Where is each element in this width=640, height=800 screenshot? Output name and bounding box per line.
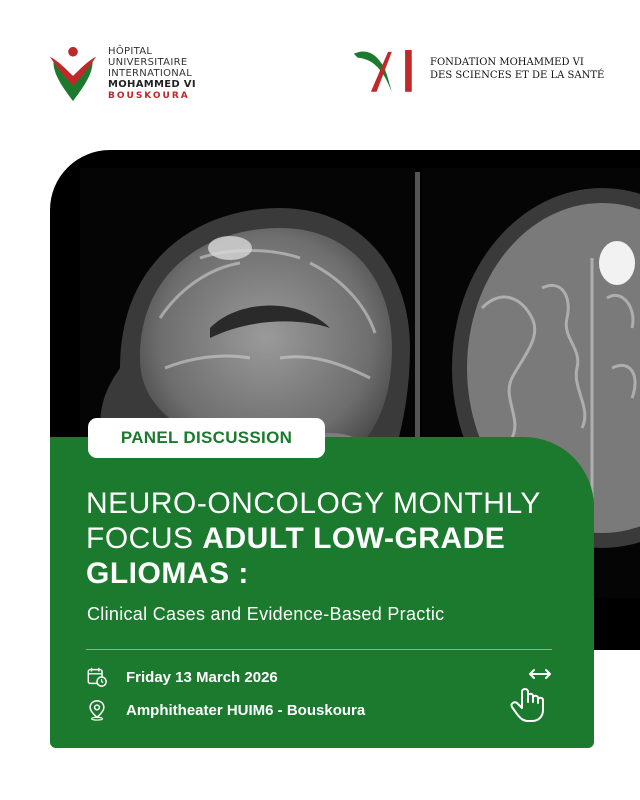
event-title-regular: NEURO-ONCOLOGY MONTHLY FOCUS — [86, 487, 541, 555]
swipe-hand-icon[interactable] — [508, 668, 556, 724]
foundation-logo — [350, 38, 610, 100]
foundation-line-2: DES SCIENCES ET DE LA SANTÉ — [430, 70, 605, 81]
event-location-row — [86, 699, 365, 721]
calendar-clock-icon — [86, 666, 108, 688]
divider-line — [86, 649, 552, 650]
event-subtitle: Clinical Cases and Evidence-Based Practic — [87, 604, 445, 624]
event-date-row — [86, 666, 278, 688]
event-type-badge — [88, 418, 325, 458]
hospital-name — [108, 46, 196, 102]
hospital-line-2: UNIVERSITAIRE — [108, 57, 188, 68]
hospital-line-5: BOUSKOURA — [108, 91, 190, 101]
event-title-bold: ADULT LOW-GRADE GLIOMAS : — [86, 522, 506, 590]
hospital-line-1: HÔPITAL — [108, 46, 153, 57]
event-location: Amphitheater HUIM6 - Bouskoura — [126, 701, 366, 719]
hospital-line-4: MOHAMMED VI — [108, 79, 196, 90]
hospital-emblem-icon — [44, 43, 102, 105]
hospital-line-3: INTERNATIONAL — [108, 68, 193, 79]
foundation-emblem-icon — [350, 39, 426, 99]
event-date: Friday 13 March 2026 — [126, 668, 278, 686]
hospital-logo — [44, 38, 224, 110]
event-type-label: PANEL DISCUSSION — [120, 428, 293, 447]
foundation-line-1: FONDATION MOHAMMED VI — [430, 57, 584, 68]
foundation-name — [430, 56, 604, 82]
event-title — [86, 486, 586, 591]
map-pin-icon — [86, 699, 108, 721]
